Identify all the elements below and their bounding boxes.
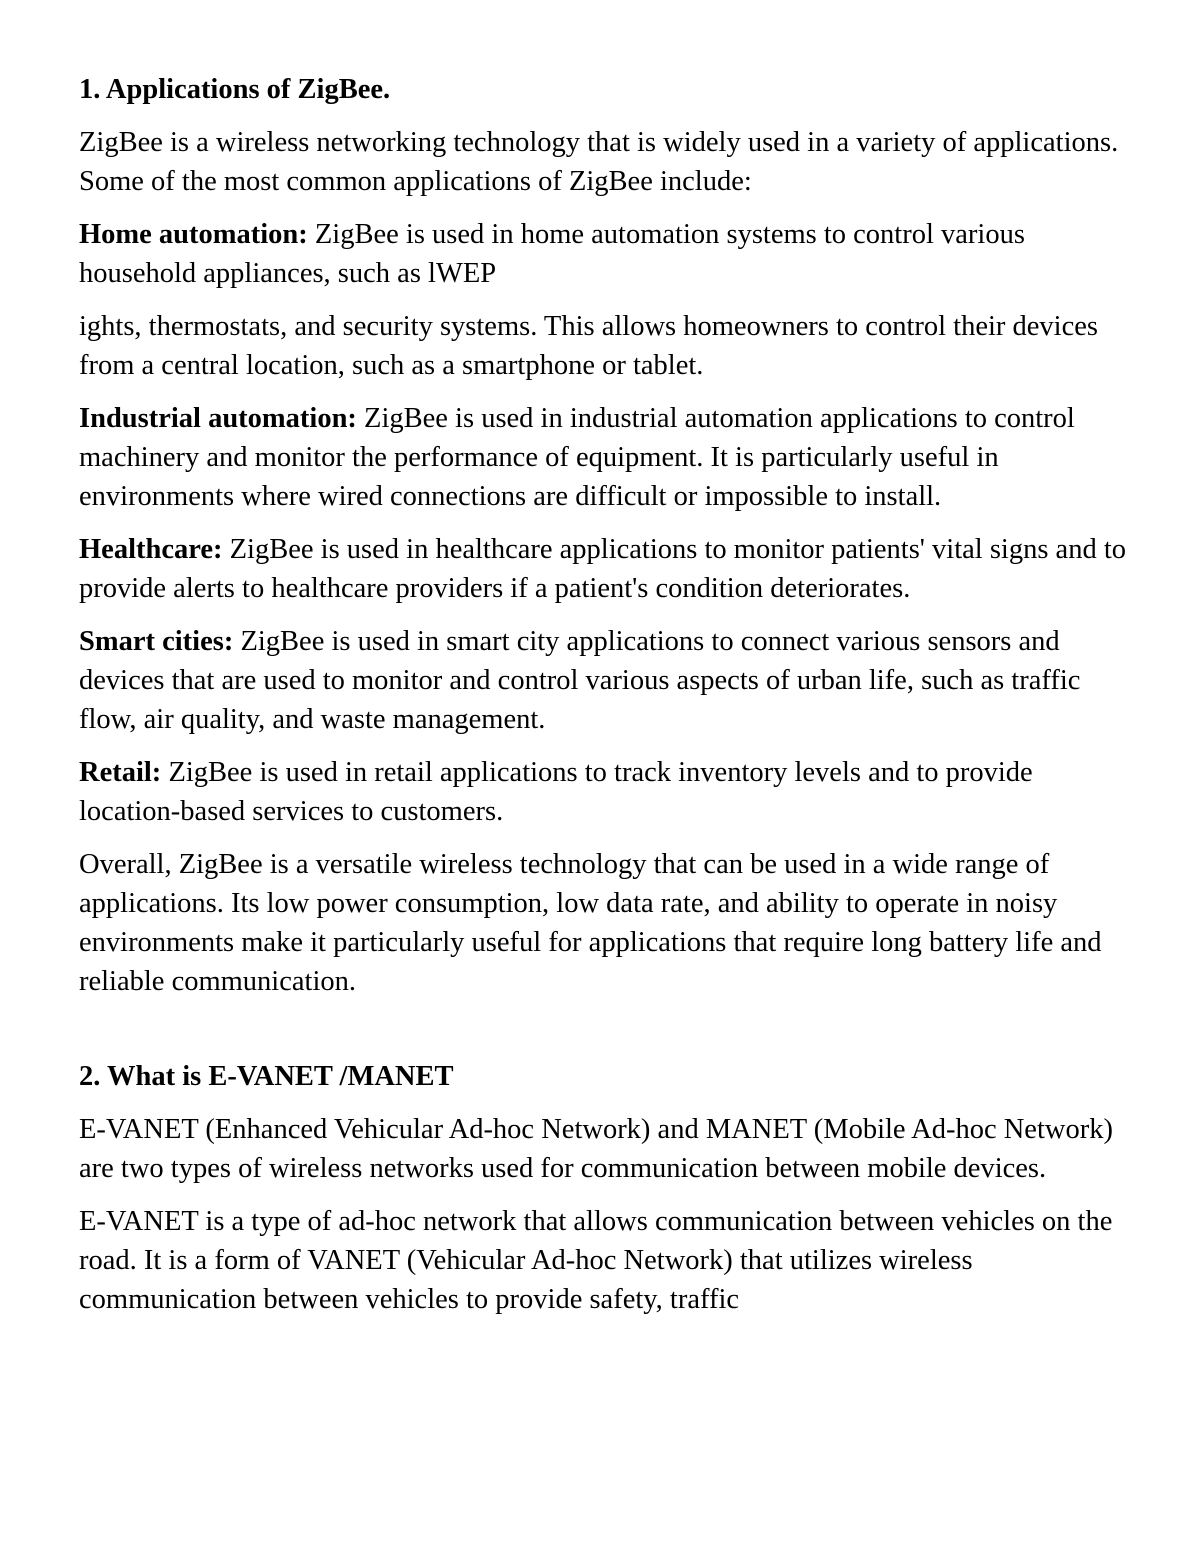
application-home-automation-continued xyxy=(79,307,1139,385)
document-page xyxy=(79,70,1139,1333)
section-2-paragraph: E-VANET is a type of ad-hoc network that allows communication between vehicles on the road. It is a form of VANET (Vehicular Ad-hoc Network) that utilizes wireless communication between vehicles to provide safety, traffic xyxy=(79,1206,1113,1315)
section-spacer xyxy=(79,1015,1139,1057)
application-text: ZigBee is used in retail applications to track inventory levels and to provide location-based services to customers. xyxy=(79,757,1033,827)
application-healthcare xyxy=(79,530,1139,608)
section-1-intro: ZigBee is a wireless networking technology that is widely used in a variety of applications. Some of the most common applications of ZigBee include: xyxy=(79,127,1119,197)
application-smart-cities xyxy=(79,622,1139,739)
application-lead: Smart cities: xyxy=(79,626,234,657)
application-text: ZigBee is used in healthcare applications to monitor patients' vital signs and to provide alerts to healthcare providers if a patient's condition deteriorates. xyxy=(79,534,1126,604)
section-1-conclusion: Overall, ZigBee is a versatile wireless technology that can be used in a wide range of applications. Its low power consumption, low data rate, and ability to operate in noisy environments make it particularly useful for applications that require long battery life and reliable communication. xyxy=(79,849,1102,997)
application-lead: Industrial automation: xyxy=(79,403,357,434)
application-retail xyxy=(79,753,1139,831)
application-text: ZigBee is used in smart city applications to connect various sensors and devices that are used to monitor and control various aspects of urban life, such as traffic flow, air quality, and waste management. xyxy=(79,626,1081,735)
application-text: ZigBee is used in industrial automation applications to control machinery and monitor the performance of equipment. It is particularly useful in environments where wired connections are difficult or impossible to install. xyxy=(79,403,1075,512)
application-home-automation xyxy=(79,215,1139,293)
application-text: ZigBee is used in home automation systems to control various household appliances, such as lWEP xyxy=(79,219,1025,289)
section-1-heading: 1. Applications of ZigBee. xyxy=(79,74,391,105)
application-lead: Home automation: xyxy=(79,219,308,250)
section-2-heading: 2. What is E-VANET /MANET xyxy=(79,1061,454,1092)
application-lead: Healthcare: xyxy=(79,534,223,565)
application-text: ights, thermostats, and security systems. This allows homeowners to control their devices from a central location, such as a smartphone or tablet. xyxy=(79,311,1098,381)
application-lead: Retail: xyxy=(79,757,162,788)
section-2-paragraph: E-VANET (Enhanced Vehicular Ad-hoc Network) and MANET (Mobile Ad-hoc Network) are two types of wireless networks used for communication between mobile devices. xyxy=(79,1114,1113,1184)
application-industrial-automation xyxy=(79,399,1139,516)
